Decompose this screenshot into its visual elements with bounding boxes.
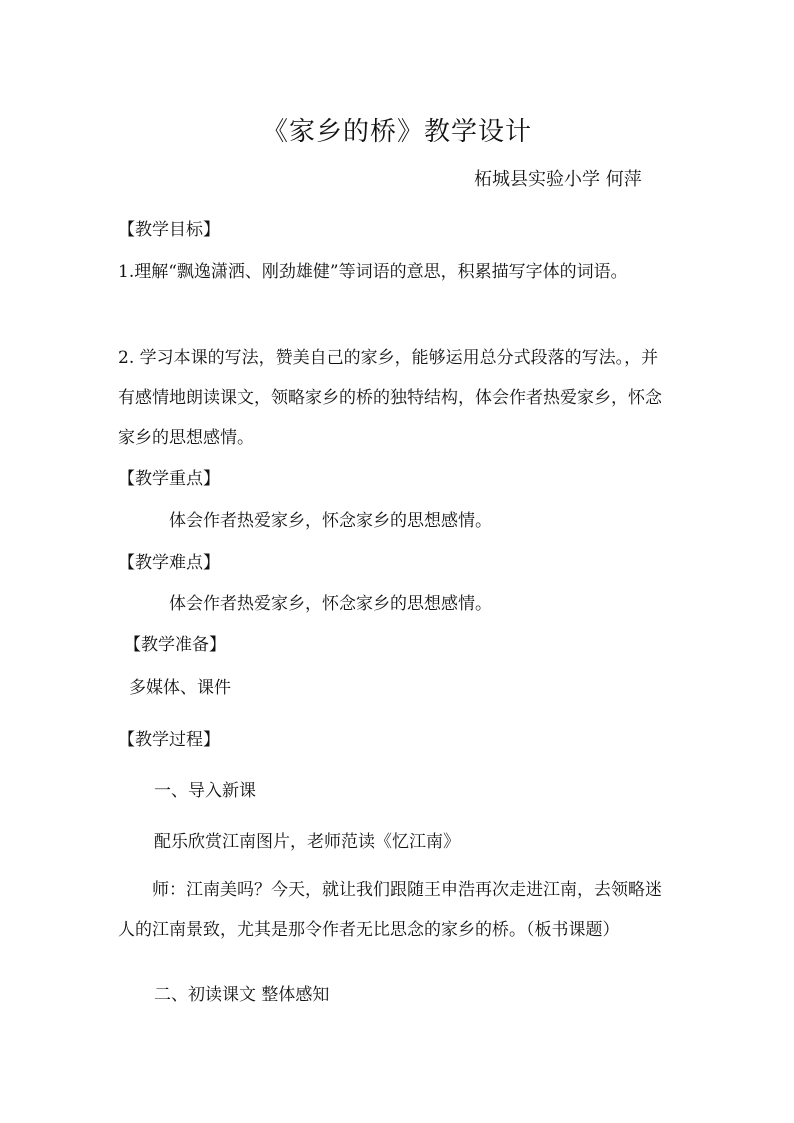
goal-1-text: 1.理解“飘逸潇洒、刚劲雄健”等词语的意思，积累描写字体的词语。 (118, 262, 628, 282)
key-text: 体会作者热爱家乡，怀念家乡的思想感情。 (169, 511, 492, 531)
prep-text: 多媒体、课件 (129, 678, 231, 698)
step-1-text: 配乐欣赏江南图片，老师范读《忆江南》 (154, 832, 460, 852)
step-2-heading: 二、初读课文 整体感知 (154, 985, 330, 1005)
goals-heading: 【教学目标】 (118, 220, 220, 240)
process-heading: 【教学过程】 (118, 730, 220, 750)
key-heading: 【教学重点】 (118, 469, 220, 489)
author-line: 柘城县实验小学 何萍 (474, 169, 642, 190)
teacher-text: 师：江南美吗？今天，就让我们跟随王申浩再次走进江南，去领略迷人的江南景致，尤其是那令作者无比思念的家乡的桥。（板书课题） (118, 880, 662, 940)
difficulty-heading: 【教学难点】 (118, 553, 220, 573)
goal-2-text: 2. 学习本课的写法，赞美自己的家乡，能够运用总分式段落的写法。，并有感情地朗读课文，领略家乡的桥的独特结构，体会作者热爱家乡，怀念家乡的思想感情。 (118, 348, 662, 448)
prep-heading: 【教学准备】 (124, 635, 226, 655)
difficulty-text: 体会作者热爱家乡，怀念家乡的思想感情。 (169, 594, 492, 614)
step-1-heading: 一、导入新课 (154, 781, 256, 801)
document-title: 《家乡的桥》教学设计 (261, 117, 532, 147)
